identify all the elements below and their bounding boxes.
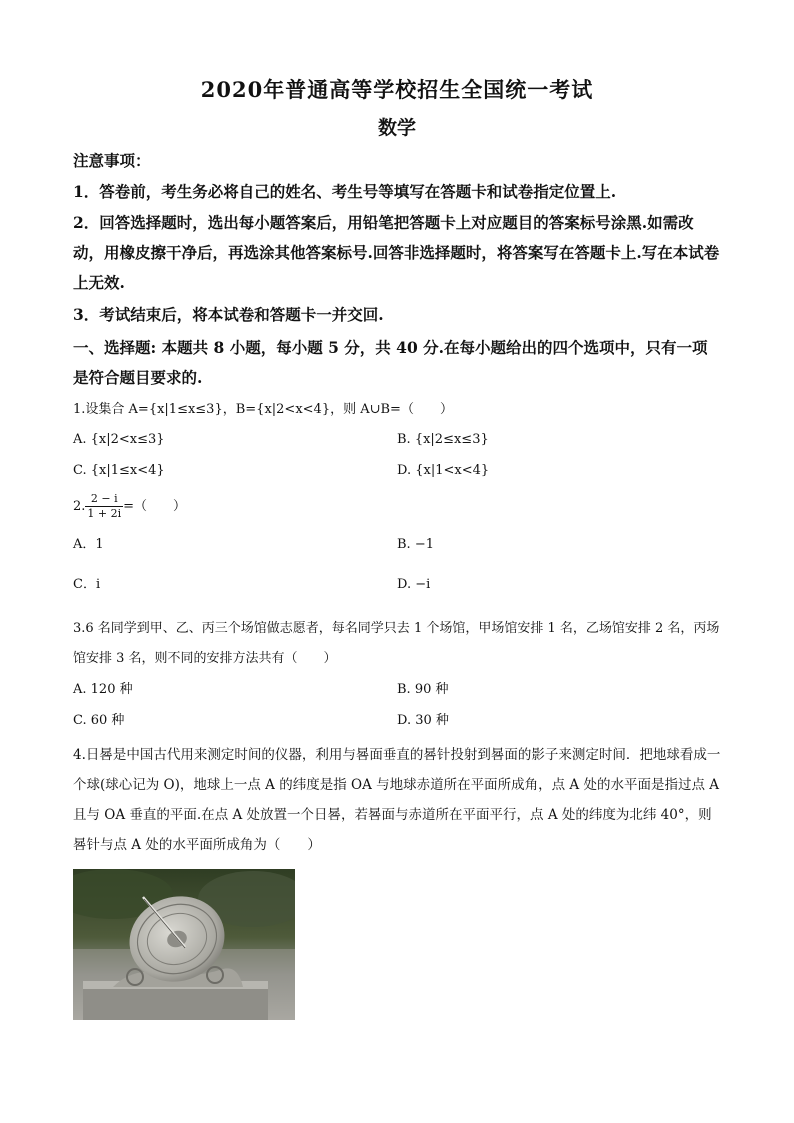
subject-title: 数学 [377,117,416,139]
question-2-prefix: 2. [73,499,86,514]
question-2-stem [73,492,186,522]
question-1-option-d: D. {x|1<x<4} [397,463,490,478]
question-2-fraction [85,492,123,521]
question-1-stem: 1.设集合 A={x|1≤x≤3}，B={x|2<x<4}，则 A∪B=（ ） [73,402,453,417]
notice-item-1: 1．答卷前，考生务必将自己的姓名、考生号等填写在答题卡和试卷指定位置上. [73,182,617,201]
question-3-option-c: C. 60 种 [73,713,125,728]
question-4-stem: 4.日晷是中国古代用来测定时间的仪器，利用与晷面垂直的晷针投射到晷面的影子来测定时间．把地球看成一个球(球心记为 O)，地球上一点 A 的纬度是指 OA 与地球赤道所在平面所成角，点 A 处的水平面是指过点 A 且与 OA 垂直的平面.在点 A 处放置一个日晷，若晷面与赤道所在平面平行，点 A 处的纬度为北纬 40°，则晷针与点 A 处的水平面所成角为（ ） [73,747,721,853]
exam-title: 2020年普通高等学校招生全国统一考试 [200,77,594,102]
fraction-denominator: 1 + 2i [87,507,122,520]
question-2-option-c: C．i [73,577,101,592]
question-3-option-d: D. 30 种 [397,713,449,728]
question-3-option-a: A. 120 种 [73,682,133,697]
sundial-photo [73,869,295,1020]
question-2-option-b: B. −1 [397,537,434,552]
question-2-option-d: D. −i [397,577,431,592]
section-heading-choice: 一、选择题: 本题共 8 小题，每小题 5 分，共 40 分.在每小题给出的四个选项中，只有一项是符合题目要求的. [73,338,708,387]
notice-header: 注意事项： [73,151,151,170]
question-3-option-b: B. 90 种 [397,682,449,697]
question-1-option-c: C. {x|1≤x<4} [73,463,165,478]
question-1-option-a: A. {x|2<x≤3} [73,432,165,447]
notice-item-3: 3．考试结束后，将本试卷和答题卡一并交回. [73,305,384,324]
question-1-option-b: B. {x|2≤x≤3} [397,432,489,447]
notice-item-2: 2．回答选择题时，选出每小题答案后，用铅笔把答题卡上对应题目的答案标号涂黑.如需改动，用橡皮擦干净后，再选涂其他答案标号.回答非选择题时，将答案写在答题卡上.写在本试卷上无效. [73,213,720,292]
fraction-numerator: 2 − i [85,492,123,507]
question-2-option-a: A．1 [73,537,104,552]
question-3-stem: 3.6 名同学到甲、乙、丙三个场馆做志愿者，每名同学只去 1 个场馆，甲场馆安排 1 名，乙场馆安排 2 名，丙场馆安排 3 名，则不同的安排方法共有（ ） [73,621,720,666]
question-2-suffix: =（ ） [123,499,187,514]
